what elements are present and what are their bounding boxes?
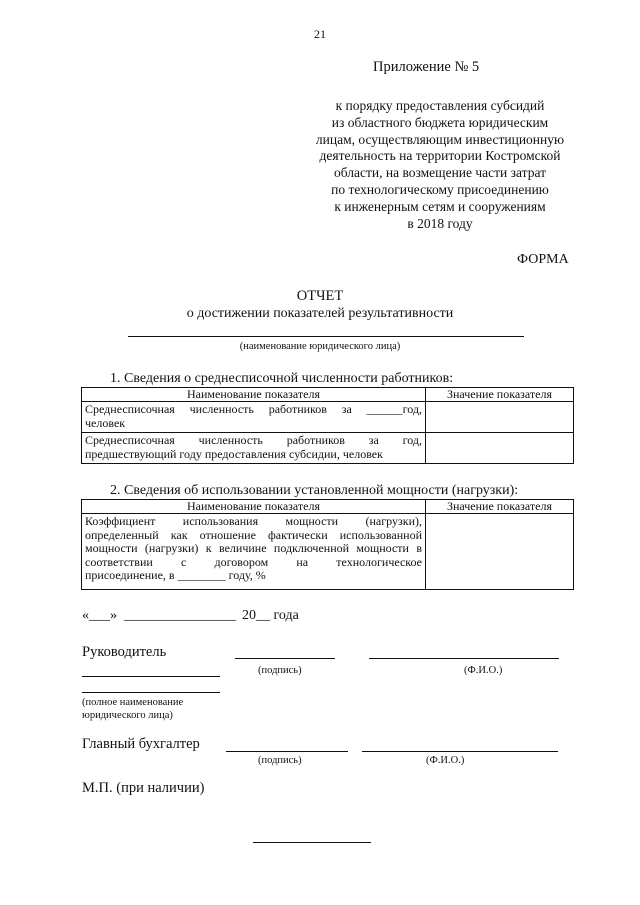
form-label: ФОРМА: [517, 252, 569, 267]
value-cell[interactable]: [426, 402, 574, 433]
accountant-fio-line[interactable]: [362, 751, 558, 752]
appendix-line: в 2018 году: [407, 215, 473, 231]
indicator-text: присоединение, в ________ году, %: [85, 568, 266, 582]
appendix-line: по технологическому присоединению: [331, 181, 549, 197]
table-header-row: [82, 500, 574, 514]
report-subtitle: о достижении показателей результативности: [186, 306, 454, 321]
accountant-label: Главный бухгалтер: [82, 736, 200, 752]
org-name-line-1[interactable]: [82, 676, 220, 677]
bottom-separator: [253, 842, 371, 843]
date-day[interactable]: «___»: [82, 608, 117, 623]
stamp-label: М.П. (при наличии): [82, 780, 205, 796]
section2-table: [81, 499, 574, 590]
org-caption-1: (полное наименование: [82, 697, 184, 708]
section2-heading: 2. Сведения об использовании установленной мощности (нагрузки):: [110, 483, 519, 498]
section1-heading: 1. Сведения о среднесписочной численности работников:: [110, 371, 454, 386]
appendix-line: деятельность на территории Костромской: [319, 148, 561, 164]
head-fio-line[interactable]: [369, 658, 559, 659]
head-signature-line[interactable]: [235, 658, 335, 659]
appendix-line: к инженерным сетям и сооружениям: [334, 198, 546, 214]
date-year[interactable]: 20__ года: [242, 608, 299, 623]
report-title: ОТЧЕТ: [296, 288, 344, 304]
table-row: [82, 402, 574, 433]
entity-caption: (наименование юридического лица): [239, 341, 401, 352]
head-label: Руководитель: [82, 644, 167, 660]
indicator-cell: [82, 402, 426, 433]
indicator-text: человек: [85, 415, 126, 430]
appendix-line: к порядку предоставления субсидий: [335, 98, 545, 113]
org-name-line-2[interactable]: [82, 692, 220, 693]
table-header-row: [82, 388, 574, 402]
indicator-cell: [82, 433, 426, 464]
indicator-text: мощности (нагрузки) к величине подключенной мощности в: [85, 541, 422, 555]
value-cell[interactable]: [426, 514, 574, 590]
appendix-line: области, на возмещение части затрат: [334, 165, 546, 181]
value-cell[interactable]: [426, 433, 574, 464]
col-header-value: Значение показателя: [426, 500, 574, 514]
col-header-value: Значение показателя: [426, 388, 574, 402]
indicator-text: Коэффициент использования мощности (нагрузки),: [85, 514, 422, 528]
org-caption-2: юридического лица): [82, 710, 173, 721]
col-header-name: Наименование показателя: [82, 388, 426, 402]
indicator-text: Среднесписочная численность работников за ______год,: [85, 402, 422, 416]
accountant-signature-caption: (подпись): [258, 755, 302, 766]
date-month-blank[interactable]: ________________: [124, 608, 236, 623]
section1-table: [81, 387, 574, 464]
indicator-cell: [82, 514, 426, 590]
accountant-signature-line[interactable]: [226, 751, 348, 752]
table-row: [82, 514, 574, 590]
col-header-name: Наименование показателя: [82, 500, 426, 514]
table-row: [82, 433, 574, 464]
appendix-text: [310, 98, 570, 232]
head-signature-caption: (подпись): [258, 665, 302, 676]
appendix-line: лицам, осуществляющим инвестиционную: [315, 131, 565, 147]
entity-name-line: [128, 336, 524, 337]
head-fio-caption: (Ф.И.О.): [464, 665, 503, 676]
appendix-title: Приложение № 5: [373, 59, 480, 75]
indicator-text: определенный как отношение фактически использованной: [85, 527, 422, 542]
accountant-fio-caption: (Ф.И.О.): [426, 755, 465, 766]
page-number: 21: [314, 27, 326, 41]
indicator-text: Среднесписочная численность работников за год,: [85, 433, 422, 447]
appendix-line: из областного бюджета юридическим: [331, 114, 549, 130]
indicator-text: предшествующий году предоставления субсидии, человек: [85, 446, 383, 461]
indicator-text: соответствии с договором на технологическое: [85, 554, 422, 569]
